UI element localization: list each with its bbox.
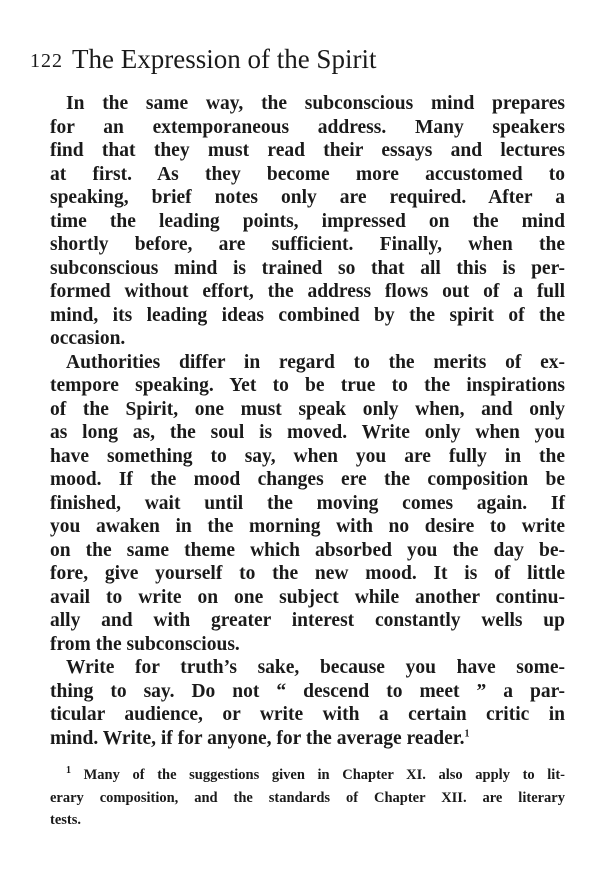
text-line: mind. Write, if for anyone, for the average reader.$^1$ <box>50 727 470 749</box>
footnote-line: erary composition, and the standards of Chapter XII. are literary <box>50 789 565 806</box>
text-line: subconscious mind is trained so that all this is per- <box>50 257 565 279</box>
text-line: on the same theme which absorbed you the day be- <box>50 539 565 561</box>
text-line: at first. As they become more accustomed to <box>50 163 565 185</box>
footnote <box>50 764 565 832</box>
text-line: ticular audience, or write with a certain critic in <box>50 704 565 725</box>
text-line: as long as, the soul is moved. Write only when you <box>50 422 565 443</box>
text-line: formed without effort, the address flows out of a full <box>50 281 565 302</box>
text-line: mind, its leading ideas combined by the spirit of the <box>50 304 565 326</box>
text-line: time the leading points, impressed on the mind <box>50 210 565 232</box>
text-line: for an extemporaneous address. Many speakers <box>50 116 565 138</box>
footnote-line: $^1$ Many of the suggestions given in Chapter XI. also apply to lit- <box>66 765 565 783</box>
text-line: occasion. <box>50 328 126 349</box>
body-text <box>50 92 565 750</box>
footnote-marker: 1 <box>66 765 71 777</box>
text-line: find that they must read their essays and lectures <box>50 140 565 161</box>
text-line: of the Spirit, one must speak only when, and only <box>50 398 565 420</box>
text-line: speaking, brief notes only are required. After a <box>50 187 565 208</box>
text-line: In the same way, the subconscious mind prepares <box>66 93 565 114</box>
text-line: have something to say, when you are fully in the <box>50 445 565 467</box>
running-title: The Expression of the Spirit <box>72 44 377 74</box>
text-line: ally and with greater interest constantly wells up <box>50 610 565 631</box>
text-line: Write for truth’s sake, because you have some- <box>66 657 565 678</box>
text-line: mood. If the mood changes ere the composition be <box>50 469 565 490</box>
page-header <box>30 44 500 76</box>
text-line: you awaken in the morning with no desire to write <box>50 516 565 537</box>
text-line: thing to say. Do not “ descend to meet ” a par- <box>50 680 565 702</box>
text-line: shortly before, are sufficient. Finally, when the <box>50 234 565 255</box>
text-line: avail to write on one subject while another continu- <box>50 586 565 608</box>
text-line: from the subconscious. <box>50 633 240 655</box>
page-number: 122 <box>30 50 63 72</box>
text-line: tempore speaking. Yet to be true to the inspirations <box>50 375 565 396</box>
footnote-line: tests. <box>50 812 82 828</box>
text-line: Authorities differ in regard to the merits of ex- <box>66 351 565 373</box>
text-line: fore, give yourself to the new mood. It is of little <box>50 563 565 584</box>
footnote-ref: 1 <box>464 728 470 739</box>
text-line: finished, wait until the moving comes again. If <box>50 492 565 514</box>
